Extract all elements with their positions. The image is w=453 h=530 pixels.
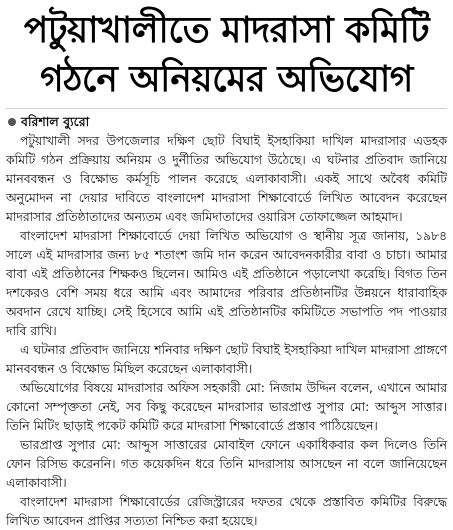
article-headline — [6, 6, 447, 104]
bullet-icon — [8, 118, 16, 126]
paragraph-4: অভিযোগের বিষয়ে মাদরাসার অফিস সহকারী মো: নিজাম উদ্দিন বলেন, এখানে আমার কোনো সম্পৃক্ততা নেই, সব কিছু করেছেন মাদরাসার ভারপ্রাপ্ত সুপার মো: আব্দুস সাত্তার। তিনি মিটিং ছাড়াই পকেট কমিটি করে মাদরাসা শিক্ষাবোর্ডে প্রস্তাব পাঠিয়েছেন। — [6, 381, 447, 433]
paragraph-5: ভারপ্রাপ্ত সুপার মো: আব্দুস সাত্তারের মোবাইল ফোনে একাধিকবার কল দিলেও তিনি ফোন রিসিভ করেননি। গত কয়েকদিন ধরে তিনি মাদরাসায় আসছেন না বলে জানিয়েছেন এলাকাবাসী। — [6, 438, 447, 490]
headline-line-2: গঠনে অনিয়মের অভিযোগ — [40, 59, 413, 100]
article-body — [6, 132, 447, 530]
paragraph-1: পটুয়াখালী সদর উপজেলার দক্ষিণ ছোট বিঘাই ইসহাকিয়া দাখিল মাদরাসার এডহক কমিটি গঠন প্রক্রিয়ায় অনিয়ম ও দুর্নীতির অভিযোগ উঠেছে। এ ঘটনার প্রতিবাদ জানিয়ে মানববন্ধন ও বিক্ষোভ কর্মসূচি পালন করেছে এলাকাবাসী। একই সাথে অবৈধ কমিটি অনুমোদন না দেয়ার দাবিতে বাংলাদেশ মাদরাসা শিক্ষাবোর্ডে লিখিত আবেদন করেছেন মাদরাসার প্রতিষ্ঠাতাদের অন্যতম এবং জমিদাতাদের ওয়ারিস তোফাজ্জেল আহমাদ। — [6, 134, 447, 224]
paragraph-6: বাংলাদেশ মাদরাসা শিক্ষাবোর্ডের রেজিস্ট্রারের দফতর থেকে প্রস্তাবিত কমিটির বিরুদ্ধে লিখিত আবেদন প্রাপ্তির সত্যতা নিশ্চিত করা হয়েছে। — [6, 495, 447, 528]
paragraph-2: বাংলাদেশ মাদরাসা শিক্ষাবোর্ডে দেয়া লিখিত অভিযোগ ও স্থানীয় সূত্র জানায়, ১৯৮৪ সালে এই মাদরাসার জন্য ৮৫ শতাংশ জমি দান করেন আবেদনকারীর বাবা ও চাচা। আমার বাবা এই প্রতিষ্ঠানের শিক্ষকও ছিলেন। আমিও এই প্রতিষ্ঠানে পড়ালেখা করেছি। বিগত তিন দশকেরও বেশি সময় ধরে আমি এবং আমাদের পরিবার প্রতিষ্ঠানটির উন্নয়নে ধারাবাহিক অবদান রেখে যাচ্ছি। সেই হিসেবে আমি এই প্রতিষ্ঠানটির কমিটিতে সভাপতি পদ পাওয়ার দাবি রাখি। — [6, 229, 447, 338]
byline — [8, 114, 447, 130]
byline-text: বরিশাল ব্যুরো — [21, 114, 90, 129]
news-article — [6, 6, 447, 530]
paragraph-3: এ ঘটনার প্রতিবাদ জানিয়ে শনিবার দক্ষিণ ছোট বিঘাই ইসহাকিয়া দাখিল মাদরাসা প্রাঙ্গণে মানববন্ধন ও বিক্ষোভ মিছিল করেছেন এলাকাবাসী। — [6, 343, 447, 376]
headline-line-1: পটুয়াখালীতে মাদরাসা কমিটি — [23, 10, 430, 51]
headline-divider — [6, 108, 447, 109]
